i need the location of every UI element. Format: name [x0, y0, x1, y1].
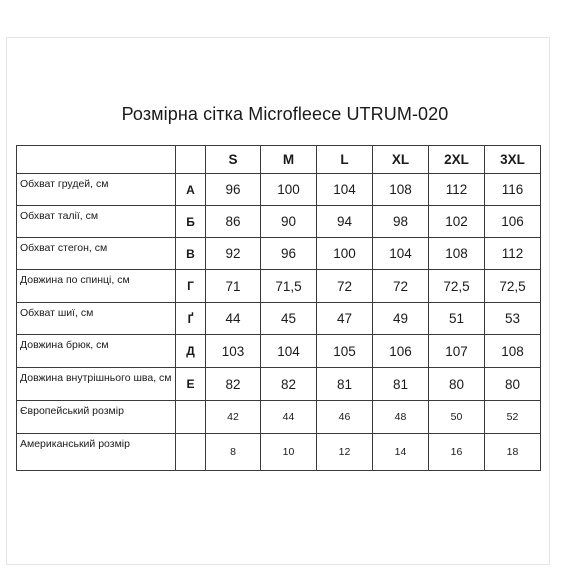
value-cell: 10: [261, 434, 317, 471]
value-cell: 18: [485, 434, 541, 471]
row-label: Обхват стегон, см: [17, 238, 176, 270]
value-cell: 80: [485, 368, 541, 401]
value-cell: 14: [373, 434, 429, 471]
row-label: Обхват талії, см: [17, 206, 176, 238]
value-cell: 8: [206, 434, 261, 471]
measure-code: Ґ: [176, 303, 206, 335]
value-cell: 108: [485, 335, 541, 368]
value-cell: 44: [206, 303, 261, 335]
value-cell: 104: [373, 238, 429, 270]
value-cell: 106: [485, 206, 541, 238]
value-cell: 104: [261, 335, 317, 368]
page-title: Розмірна сітка Microfleece UTRUM-020: [121, 104, 449, 124]
row-label: Європейський розмір: [17, 401, 176, 434]
value-cell: 44: [261, 401, 317, 434]
value-cell: 102: [429, 206, 485, 238]
value-cell: 42: [206, 401, 261, 434]
size-header: M: [261, 146, 317, 174]
value-cell: 104: [317, 174, 373, 206]
size-header: 2XL: [429, 146, 485, 174]
value-cell: 81: [317, 368, 373, 401]
table-row: [17, 368, 541, 401]
value-cell: 46: [317, 401, 373, 434]
measure-code: Г: [176, 270, 206, 303]
value-cell: 81: [373, 368, 429, 401]
value-cell: 96: [206, 174, 261, 206]
value-cell: 86: [206, 206, 261, 238]
table-row: [17, 303, 541, 335]
value-cell: 82: [206, 368, 261, 401]
value-cell: 94: [317, 206, 373, 238]
value-cell: 82: [261, 368, 317, 401]
value-cell: 112: [485, 238, 541, 270]
value-cell: 72: [317, 270, 373, 303]
value-cell: 103: [206, 335, 261, 368]
value-cell: 71,5: [261, 270, 317, 303]
header-code-cell: [176, 146, 206, 174]
row-label: Обхват грудей, см: [17, 174, 176, 206]
measure-code: В: [176, 238, 206, 270]
size-header: L: [317, 146, 373, 174]
value-cell: 72,5: [485, 270, 541, 303]
value-cell: 96: [261, 238, 317, 270]
value-cell: 47: [317, 303, 373, 335]
size-chart-table: [16, 145, 541, 471]
measure-code: [176, 401, 206, 434]
row-label: Довжина внутрішнього шва, см: [17, 368, 176, 401]
value-cell: 49: [373, 303, 429, 335]
size-header: XL: [373, 146, 429, 174]
measure-code: Д: [176, 335, 206, 368]
value-cell: 106: [373, 335, 429, 368]
value-cell: 80: [429, 368, 485, 401]
size-header: 3XL: [485, 146, 541, 174]
value-cell: 71: [206, 270, 261, 303]
value-cell: 116: [485, 174, 541, 206]
table-row: [17, 401, 541, 434]
measure-code: [176, 434, 206, 471]
measure-code: А: [176, 174, 206, 206]
value-cell: 16: [429, 434, 485, 471]
value-cell: 98: [373, 206, 429, 238]
value-cell: 100: [317, 238, 373, 270]
header-label-cell: [17, 146, 176, 174]
value-cell: 45: [261, 303, 317, 335]
value-cell: 92: [206, 238, 261, 270]
table-row: [17, 174, 541, 206]
row-label: Довжина по спинці, см: [17, 270, 176, 303]
size-header: S: [206, 146, 261, 174]
value-cell: 108: [429, 238, 485, 270]
value-cell: 112: [429, 174, 485, 206]
value-cell: 52: [485, 401, 541, 434]
value-cell: 50: [429, 401, 485, 434]
table-row: [17, 238, 541, 270]
row-label: Довжина брюк, см: [17, 335, 176, 368]
table-header-row: [17, 146, 541, 174]
row-label: Обхват шиї, см: [17, 303, 176, 335]
table-row: [17, 335, 541, 368]
value-cell: 100: [261, 174, 317, 206]
value-cell: 107: [429, 335, 485, 368]
table-row: [17, 434, 541, 471]
row-label: Американський розмір: [17, 434, 176, 471]
table-row: [17, 270, 541, 303]
value-cell: 108: [373, 174, 429, 206]
value-cell: 72,5: [429, 270, 485, 303]
value-cell: 51: [429, 303, 485, 335]
value-cell: 90: [261, 206, 317, 238]
value-cell: 48: [373, 401, 429, 434]
measure-code: Б: [176, 206, 206, 238]
value-cell: 12: [317, 434, 373, 471]
value-cell: 105: [317, 335, 373, 368]
value-cell: 72: [373, 270, 429, 303]
value-cell: 53: [485, 303, 541, 335]
measure-code: Е: [176, 368, 206, 401]
table-row: [17, 206, 541, 238]
